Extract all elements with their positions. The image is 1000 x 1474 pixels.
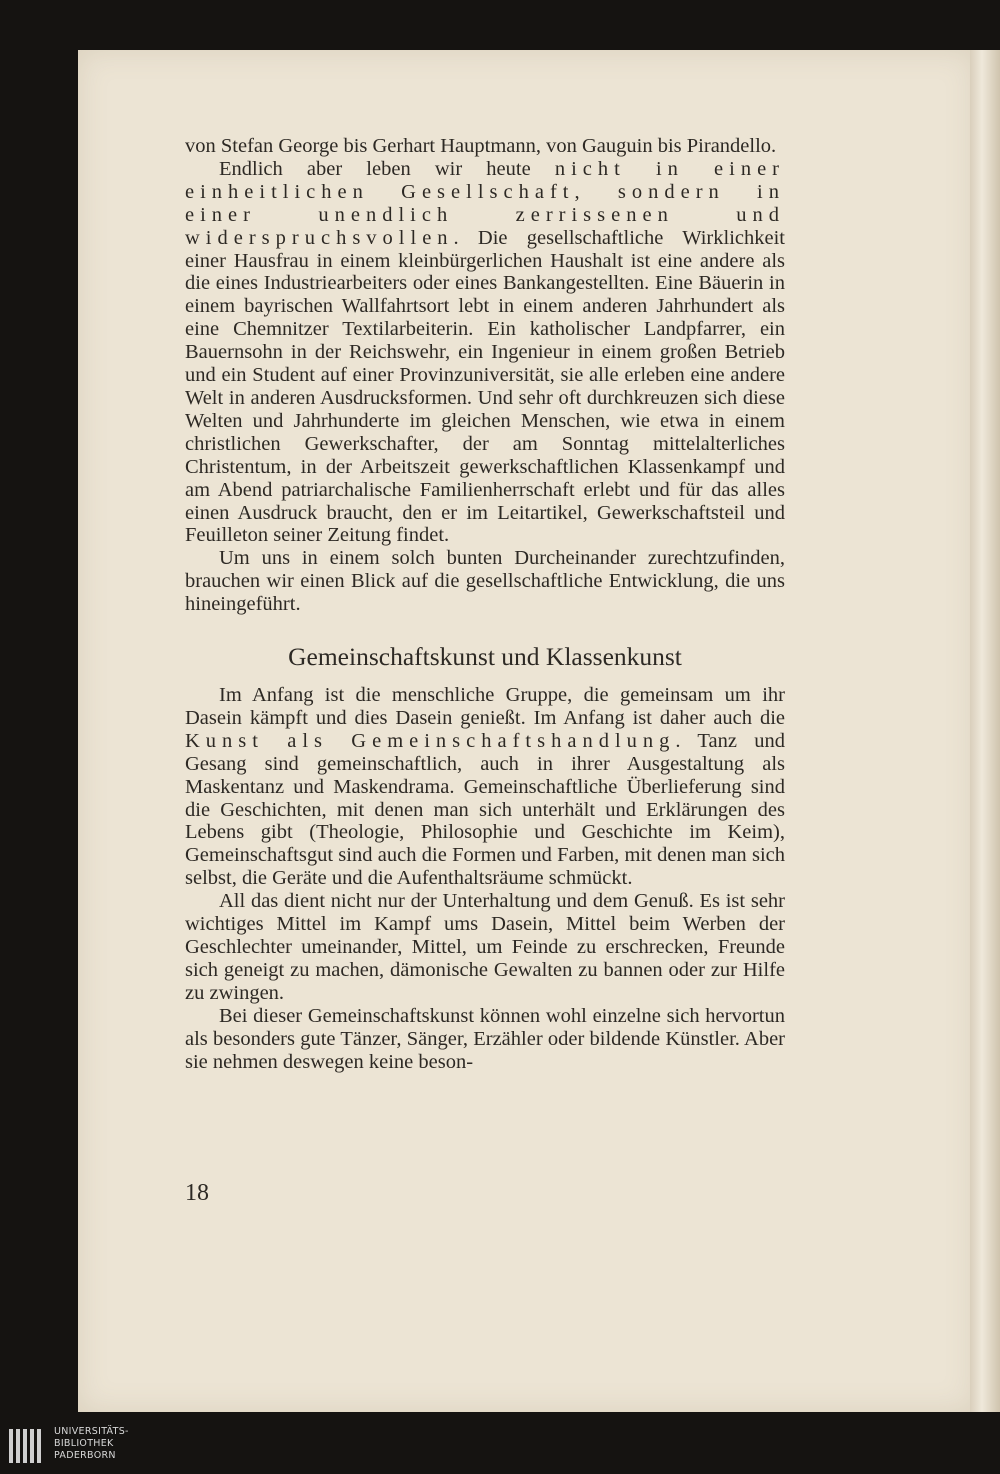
section-heading: Gemeinschaftskunst und Klassenkunst <box>288 642 682 672</box>
paragraph-text: All das dient nicht nur der Unterhaltung und dem Genuß. Es ist sehr wichtiges Mittel im Kampf ums Dasein, Mittel beim Werben der Geschlechter umeinander, Mittel, um Feinde zu erschrecken, Freunde sich geneigt zu machen, dämonische Gewalten zu bannen oder zur Hilfe zu zwingen. <box>185 890 785 1004</box>
paragraph-text: . Tanz und Gesang sind gemeinschaftlich, auch in ihrer Ausgestaltung als Maskentanz und Maskendrama. Gemeinschaftliche Überlieferung sind die Geschichten, mit denen man sich unterhält und Erklärungen des Lebens gibt (Theologie, Philosophie und Geschichte im Keim), Gemeinschaftsgut sind auch die Formen und Farben, mit denen man sich selbst, die Geräte und die Aufenthaltsräume schmückt. <box>185 729 785 890</box>
paragraph <box>185 547 785 616</box>
logo-line-1: UNIVERSITÄTS- <box>54 1426 129 1437</box>
emphasis-spaced-text: Kunst als Gemeinschaftshandlung <box>185 729 676 752</box>
paragraph-text: Bei dieser Gemeinschaftskunst können wohl einzelne sich hervortun als besonders gute Tänzer, Sänger, Erzähler oder bildende Künstler. Aber sie nehmen deswegen keine beson- <box>185 1004 785 1073</box>
library-logo <box>6 1424 146 1470</box>
emphasis-spaced-text: nicht in einer einheitlichen Gesellschaft, sondern in einer unendlich zerrissenen und widerspruchsvollen <box>185 157 786 249</box>
paragraph-text: Endlich aber leben wir heute <box>219 157 555 180</box>
book-spine-edge <box>970 50 1000 1412</box>
paragraphs-after-heading <box>185 684 785 1073</box>
page-number: 18 <box>185 1180 209 1206</box>
library-logo-icon <box>6 1426 46 1466</box>
paragraph <box>185 158 785 547</box>
paragraph-text: von Stefan George bis Gerhart Hauptmann, von Gauguin bis Pirandello. <box>185 135 777 157</box>
paragraph-text: Im Anfang ist die menschliche Gruppe, die gemeinsam um ihr Dasein kämpft und dies Dasein genießt. Im Anfang ist daher auch die <box>185 684 785 729</box>
page-body <box>185 135 785 1073</box>
paragraphs-before-heading <box>185 135 785 616</box>
paragraph <box>185 890 785 1005</box>
logo-line-3: PADERBORN <box>54 1450 116 1461</box>
paragraph-text: Um uns in einem solch bunten Durcheinander zurechtzufinden, brauchen wir einen Blick auf die gesellschaftliche Entwicklung, die uns hineingeführt. <box>185 547 785 616</box>
paragraph <box>185 1005 785 1074</box>
paragraph <box>185 684 785 890</box>
logo-line-2: BIBLIOTHEK <box>54 1438 114 1449</box>
paragraph <box>185 135 785 158</box>
paragraph-text: . Die gesellschaftliche Wirklichkeit einer Hausfrau in einem kleinbürgerlichen Haushalt ist eine andere als die eines Industriearbeiters oder eines Bankangestellten. Eine Bäuerin in einem bayrischen Wallfahrtsort lebt in einem anderen Jahrhundert als eine Chemnitzer Textilarbeiterin. Ein katholischer Landpfarrer, ein Bauernsohn in der Reichswehr, ein Ingenieur in einem großen Betrieb und ein Student auf einer Provinzuniversität, sie alle erleben eine andere Welt in anderen Ausdrucksformen. Und sehr oft durchkreuzen sich diese Welten und Jahrhunderte im gleichen Menschen, wie etwa in einem christlichen Gewerkschafter, der am Sonntag mittelalterliches Christentum, in der Arbeitszeit gewerkschaftlichen Klassenkampf und am Abend patriarchalische Familienherrschaft erlebt und für das alles einen Ausdruck braucht, den er im Leitartikel, Gewerkschaftsteil und Feuilleton seiner Zeitung findet. <box>185 226 785 547</box>
library-logo-text <box>54 1426 129 1462</box>
